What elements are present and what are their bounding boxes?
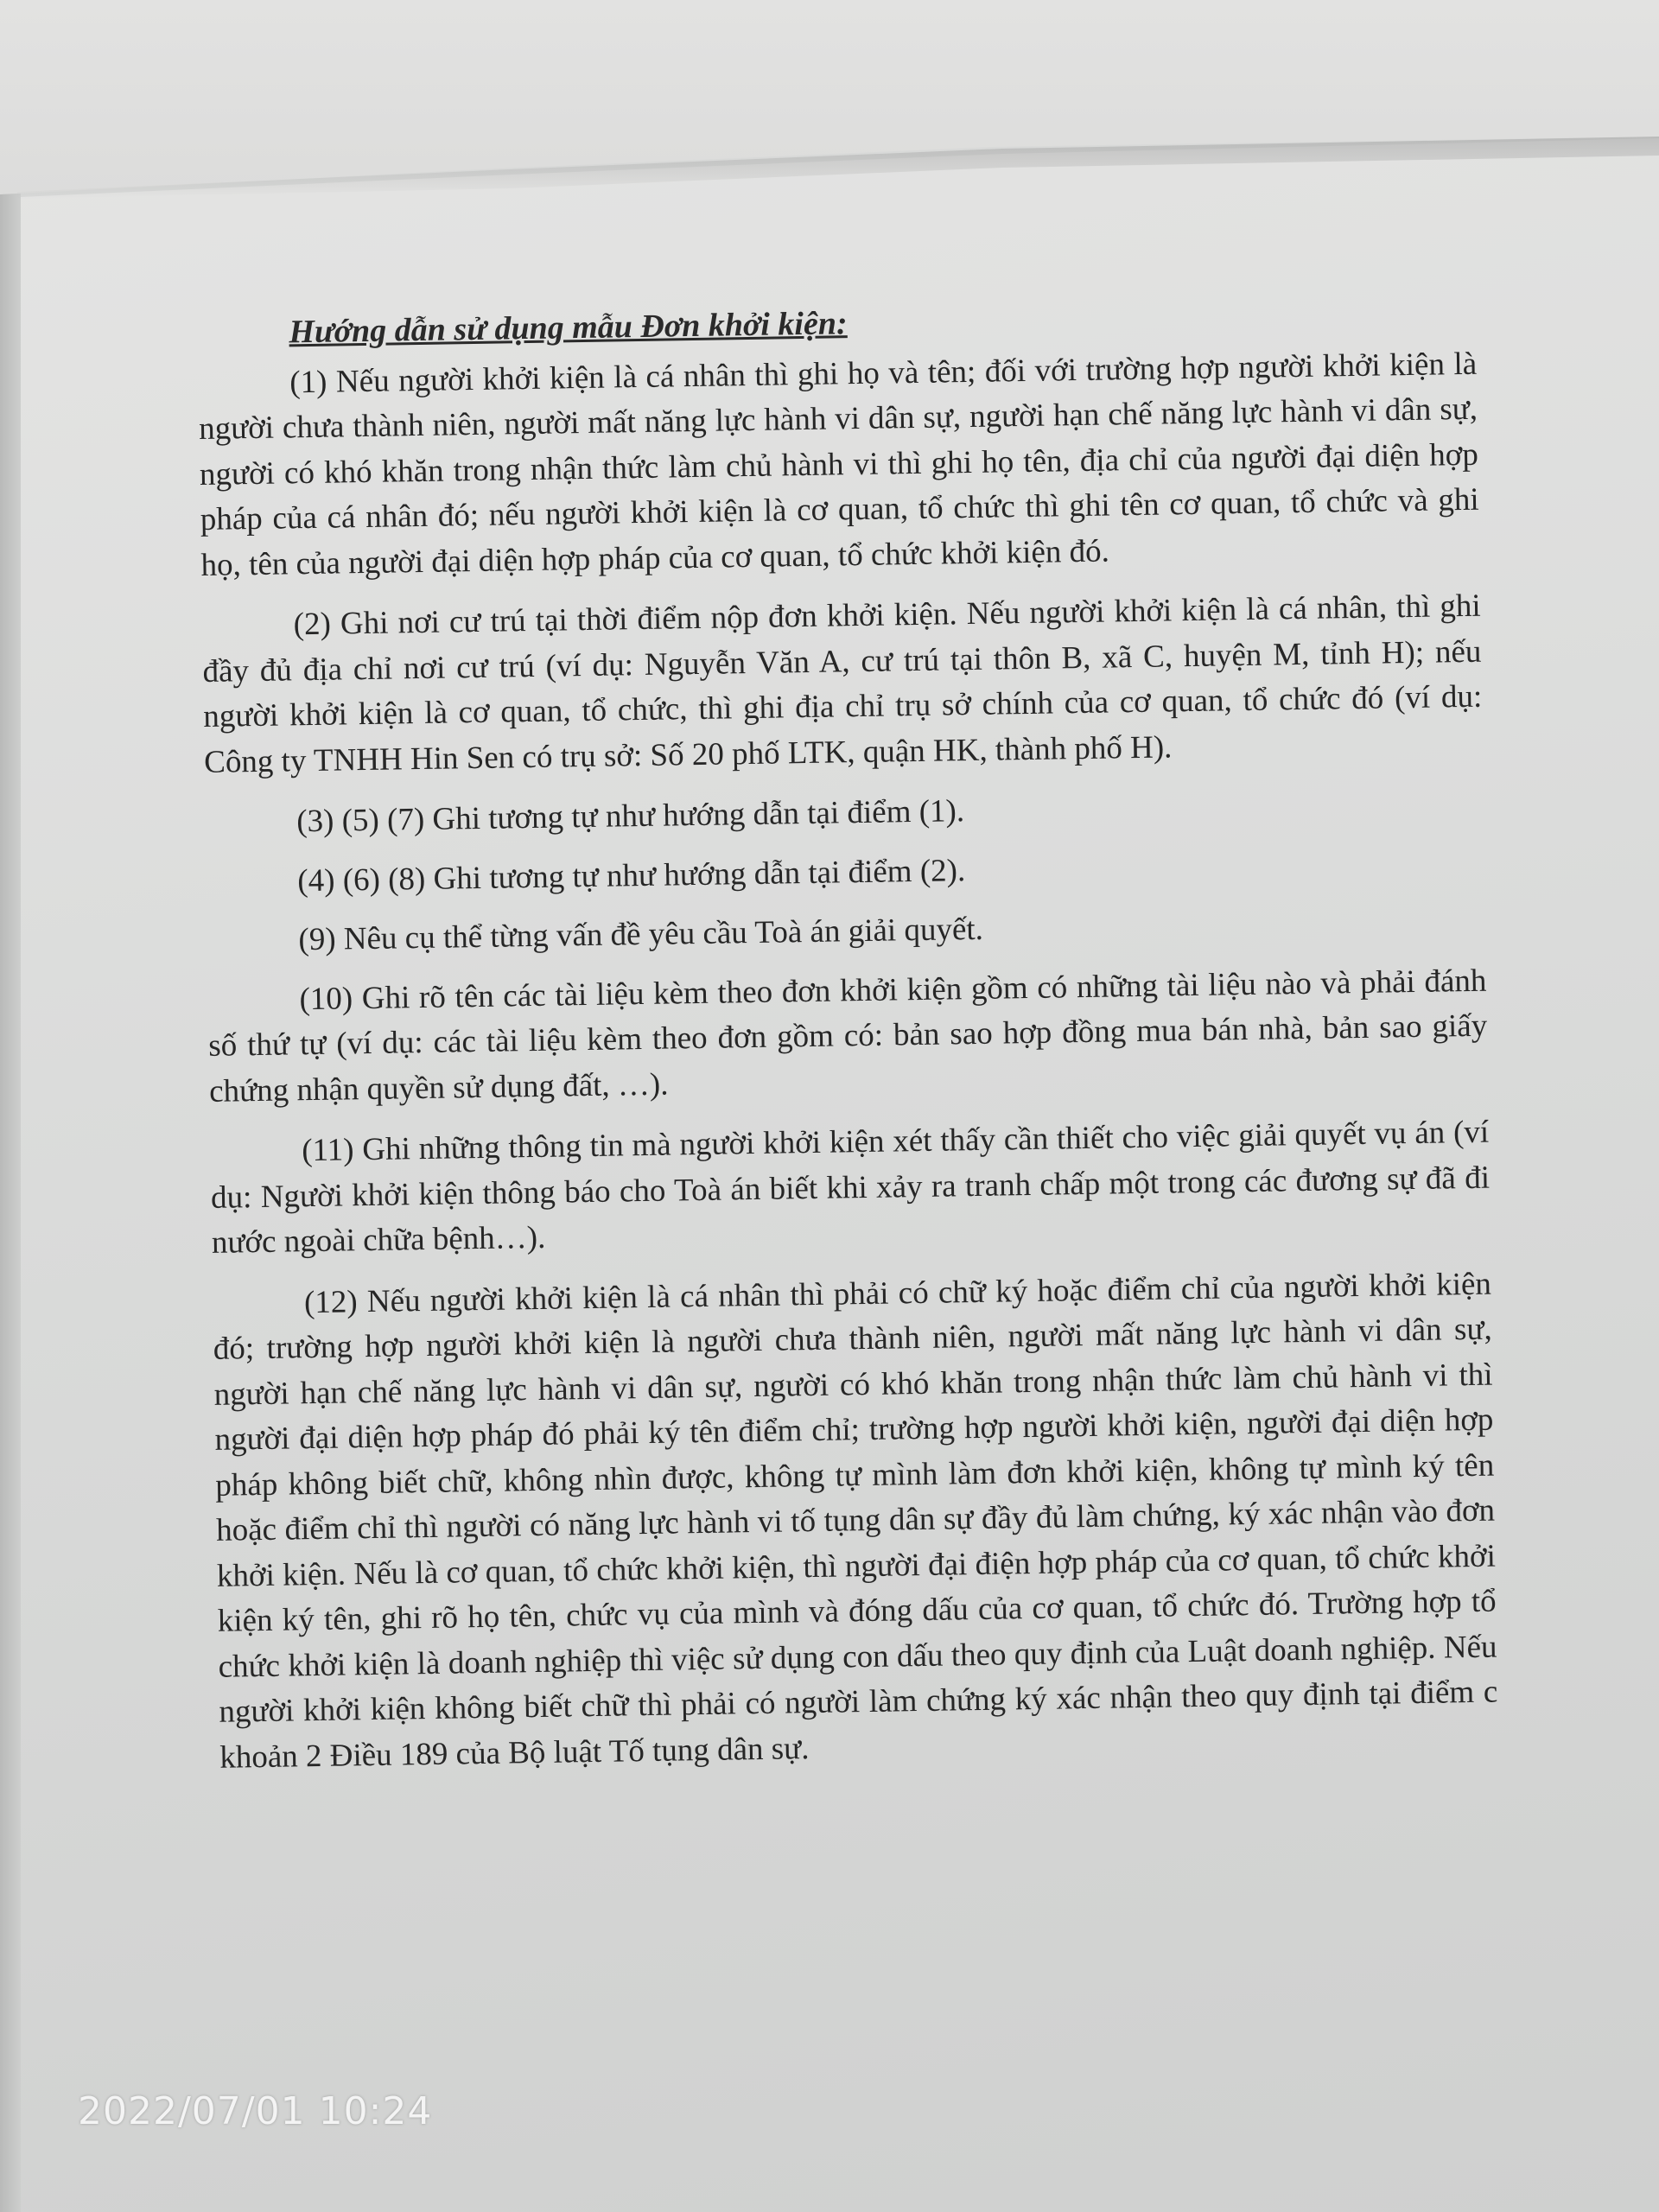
paragraph-11: (11) Ghi những thông tin mà người khởi kiện xét thấy cần thiết cho việc giải quyết vụ án (ví dụ: Người khởi kiện thông báo cho Toà án biết khi xảy ra tranh chấp một trong các đương sự đã đi nước ngoài chữa bệnh…). (210, 1114, 1491, 1261)
paragraph-12: (12) Nếu người khởi kiện là cá nhân thì phải có chữ ký hoặc điểm chỉ của người khởi kiện đó; trường hợp người khởi kiện là người chưa thành niên, người mất năng lực hành vi dân sự, người hạn chế năng lực hành vi dân sự, người có khó khăn trong nhận thức làm chủ hành vi thì người đại diện hợp pháp đó phải ký tên điểm chỉ; trường hợp người khởi kiện, người đại diện hợp pháp không biết chữ, không nhìn được, không tự mình làm đơn khởi kiện, không tự mình ký tên hoặc điểm chỉ thì người có năng lực hành vi tố tụng dân sự đầy đủ làm chứng, ký xác nhận vào đơn khởi kiện. Nếu là cơ quan, tổ chức khởi kiện, thì người đại điện hợp pháp của cơ quan, tổ chức khởi kiện ký tên, ghi rõ họ tên, chức vụ của mình và đóng dấu của cơ quan, tổ chức đó. Trường hợp tổ chức khởi kiện là doanh nghiệp thì việc sử dụng con dấu theo quy định của Luật doanh nghiệp. Nếu người khởi kiện không biết chữ thì phải có người làm chứng ký xác nhận theo quy định tại điểm c khoản 2 Điều 189 của Bộ luật Tố tụng dân sự. (213, 1266, 1498, 1776)
instructions-heading: Hướng dẫn sử dụng mẫu Đơn khởi kiện: (289, 305, 848, 351)
instructions-text-block (197, 291, 1499, 1796)
paragraph-1: (1) Nếu người khởi kiện là cá nhân thì ghi họ và tên; đối với trường hợp người khởi kiện là người chưa thành niên, người mất năng lực hành vi dân sự, người hạn chế năng lực hành vi dân sự, người có khó khăn trong nhận thức làm chủ hành vi thì ghi họ tên, địa chỉ của người đại diện hợp pháp của cá nhân đó; nếu người khởi kiện là cơ quan, tổ chức thì ghi tên cơ quan, tổ chức và ghi họ, tên của người đại diện hợp pháp của cơ quan, tổ chức khởi kiện đó. (198, 346, 1479, 583)
photo-timestamp: 2022/07/01 10:24 (78, 2089, 433, 2133)
paragraph-9: (9) Nêu cụ thể từng vấn đề yêu cầu Toà án giải quyết. (298, 911, 984, 958)
paragraph-4-6-8: (4) (6) (8) Ghi tương tự như hướng dẫn tại điểm (2). (297, 852, 966, 899)
paragraph-10: (10) Ghi rõ tên các tài liệu kèm theo đơn khởi kiện gồm có những tài liệu nào và phải đánh số thứ tự (ví dụ: các tài liệu kèm theo đơn gồm có: bản sao hợp đồng mua bán nhà, bản sao giấy chứng nhận quyền sử dụng đất, …). (208, 963, 1488, 1109)
paragraph-3-5-7: (3) (5) (7) Ghi tương tự như hướng dẫn tại điểm (1). (296, 793, 965, 840)
paragraph-2: (2) Ghi nơi cư trú tại thời điểm nộp đơn khởi kiện. Nếu người khởi kiện là cá nhân, thì ghi đầy đủ địa chỉ nơi cư trú (ví dụ: Nguyễn Văn A, cư trú tại thôn B, xã C, huyện M, tỉnh H); nếu người khởi kiện là cơ quan, tổ chức, thì ghi địa chỉ trụ sở chính của cơ quan, tổ chức đó (ví dụ: Công ty TNHH Hin Sen có trụ sở: Số 20 phố LTK, quận HK, thành phố H). (202, 588, 1483, 780)
page-left-edge (0, 0, 21, 2212)
